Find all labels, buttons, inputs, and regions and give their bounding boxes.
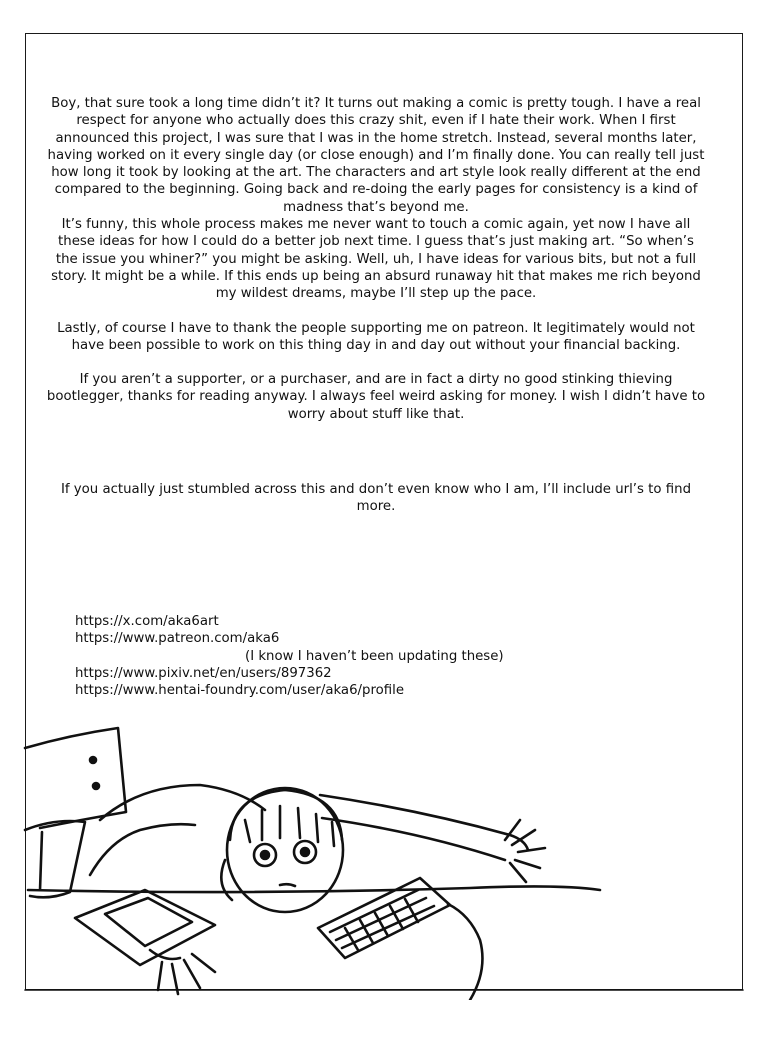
afterword-text	[46, 95, 706, 516]
paragraph-intro: Boy, that sure took a long time didn’t it? It turns out making a comic is pretty tough. I have a real respect for anyone who actually does this crazy shit, even if I hate their work. When I first announced this project, I was sure that I was in the home stretch. Instead, several months later, having worked on it every single day (or close enough) and I’m finally done. You can really tell just how long it took by looking at the art. The characters and art style look really different at the end compared to the beginning. Going back and re-doing the early pages for consistency is a kind of madness that’s beyond me.	[47, 96, 705, 215]
chair-dot	[90, 757, 96, 763]
link-list	[75, 613, 715, 699]
cable	[448, 904, 482, 1000]
link-note: (I know I haven’t been updating these)	[245, 648, 504, 664]
paragraph-next-issue: It’s funny, this whole process makes me never want to touch a comic again, yet now I have all these ideas for how I could do a better job next time. I guess that’s just making art. “So when’s the issue you whiner?” you might be asking. Well, uh, I have ideas for various bits, but not a full story. It might be a while. If this ends up being an absurd runaway hit that makes me rich beyond my wildest dreams, maybe I’ll step up the pace.	[51, 217, 701, 302]
link-pixiv[interactable]: https://www.pixiv.net/en/users/897362	[75, 665, 332, 681]
left-hand	[150, 950, 215, 994]
link-x[interactable]: https://x.com/aka6art	[75, 614, 219, 629]
link-patreon[interactable]: https://www.patreon.com/aka6	[75, 631, 280, 647]
hair-bun	[221, 860, 232, 900]
right-hand	[505, 820, 545, 882]
paragraph-urls-intro: If you actually just stumbled across this and don’t even know who I am, I’ll include url’s to find more.	[60, 482, 692, 515]
mouth	[280, 884, 295, 886]
paragraph-thanks: Lastly, of course I have to thank the people supporting me on patreon. It legitimately would not have been possible to work on this thing day in and day out without your financial backing.	[57, 320, 695, 353]
link-hentai-foundry[interactable]: https://www.hentai-foundry.com/user/aka6/profile	[75, 683, 405, 699]
artist-illustration	[0, 700, 768, 1000]
chair-seat	[25, 821, 85, 897]
desk-edge	[28, 886, 600, 892]
chair-dot	[93, 783, 99, 789]
paragraph-bootlegger: If you aren’t a supporter, or a purchaser, and are in fact a dirty no good stinking thieving bootlegger, thanks for reading anyway. I always feel weird asking for money. I wish I didn’t have to worry about stuff like that.	[46, 372, 706, 422]
tablet	[75, 890, 215, 965]
